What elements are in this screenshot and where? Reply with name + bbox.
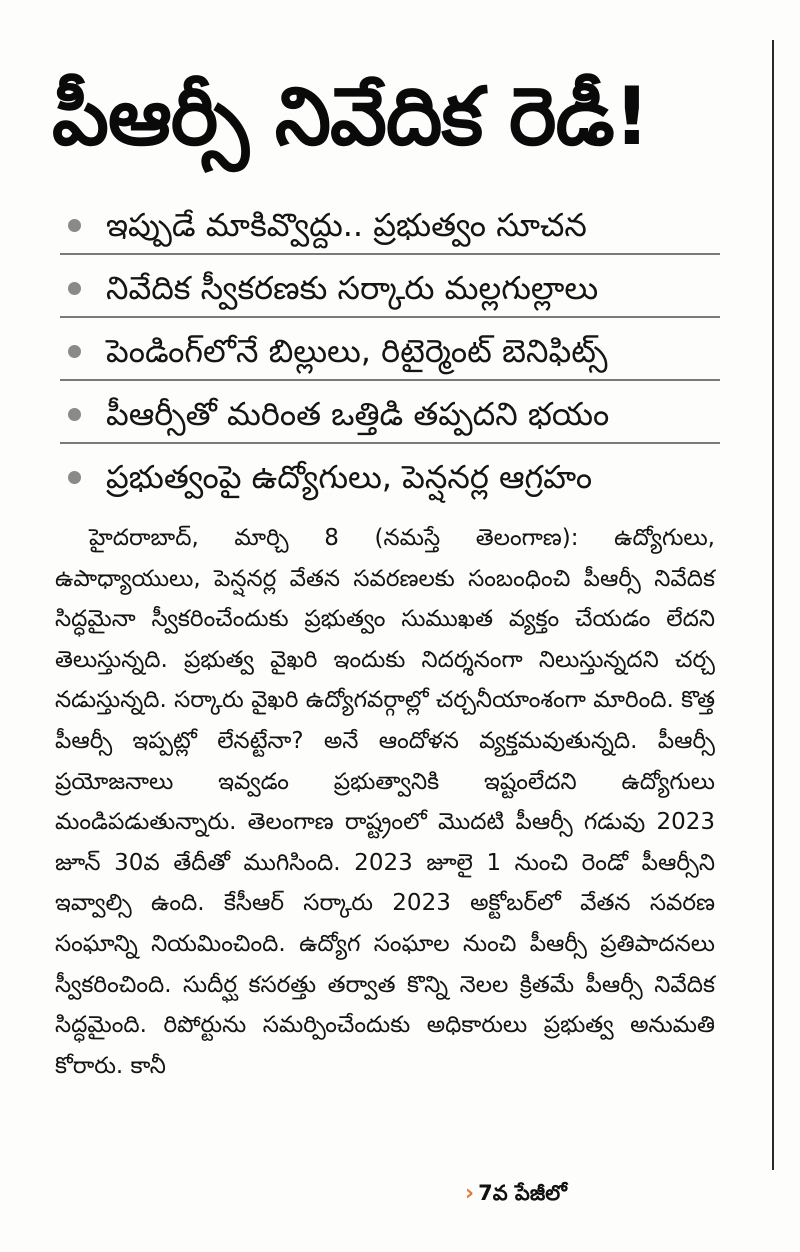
bullet-text: పీఆర్సీతో మరింత ఒత్తిడి తప్పదని భయం [106, 395, 610, 433]
column-rule [772, 40, 774, 1170]
bullet-text: నివేదిక స్వీకరణకు సర్కారు మల్లగుల్లాలు [106, 269, 599, 307]
bullet-dot-icon [68, 219, 81, 232]
chevron-right-icon: › [465, 1181, 475, 1206]
bullet-text: ప్రభుత్వంపై ఉద్యోగులు, పెన్షనర్ల ఆగ్రహం [106, 458, 593, 496]
bullet-item [60, 200, 720, 255]
bullet-text: ఇప్పుడే మాకివ్వొద్దు.. ప్రభుత్వం సూచన [106, 206, 587, 244]
bullet-item [60, 326, 720, 381]
bullet-dot-icon [68, 471, 81, 484]
bullet-dot-icon [68, 408, 81, 421]
bullet-dot-icon [68, 345, 81, 358]
bullet-item [60, 452, 720, 507]
bullet-list [60, 200, 720, 515]
headline: పీఆర్సీ నివేదిక రెడీ! [52, 70, 650, 163]
bullet-text: పెండింగ్‌లోనే బిల్లులు, రిటైర్మెంట్ బెనిఫిట్స్ [106, 332, 608, 370]
article-body: హైదరాబాద్, మార్చి 8 (నమస్తే తెలంగాణ): ఉద్యోగులు, ఉపాధ్యాయులు, పెన్షనర్ల వేతన సవరణలకు సంబంధించి పీఆర్సీ నివేదిక సిద్ధమైనా స్వీకరించేందుకు ప్రభుత్వం సుముఖత వ్యక్తం చేయడం లేదని తెలుస్తున్నది. ప్రభుత్వ వైఖరి ఇందుకు నిదర్శనంగా నిలుస్తున్నదని చర్చ నడుస్తున్నది. సర్కారు వైఖరి ఉద్యోగవర్గాల్లో చర్చనీయాంశంగా మారింది. కొత్త పీఆర్సీ ఇప్పట్లో లేనట్టేనా? అనే ఆందోళన వ్యక్తమవుతున్నది. పీఆర్సీ ప్రయోజనాలు ఇవ్వడం ప్రభుత్వానికి ఇష్టంలేదని ఉద్యోగులు మండిపడుతున్నారు. తెలంగాణ రాష్ట్రంలో మొదటి పీఆర్సీ గడువు 2023 జూన్ 30వ తేదీతో ముగిసింది. 2023 జూలై 1 నుంచి రెండో పీఆర్సీని ఇవ్వాల్సి ఉంది. కేసీఆర్ సర్కారు 2023 అక్టోబర్‌లో వేతన సవరణ సంఘాన్ని నియమించింది. ఉద్యోగ సంఘాల నుంచి పీఆర్సీ ప్రతిపాదనలు స్వీకరించింది. సుదీర్ఘ కసరత్తు తర్వాత కొన్ని నెలల క్రితమే పీఆర్సీ నివేదిక సిద్ధమైంది. రిపోర్టును సమర్పించేందుకు అధికారులు ప్రభుత్వ అనుమతి కోరారు. కానీ [55, 525, 716, 1079]
continued-on-page [465, 1178, 567, 1209]
continued-label: 7వ పేజీలో [478, 1181, 567, 1205]
bullet-dot-icon [68, 282, 81, 295]
bullet-item [60, 263, 720, 318]
bullet-item [60, 389, 720, 444]
